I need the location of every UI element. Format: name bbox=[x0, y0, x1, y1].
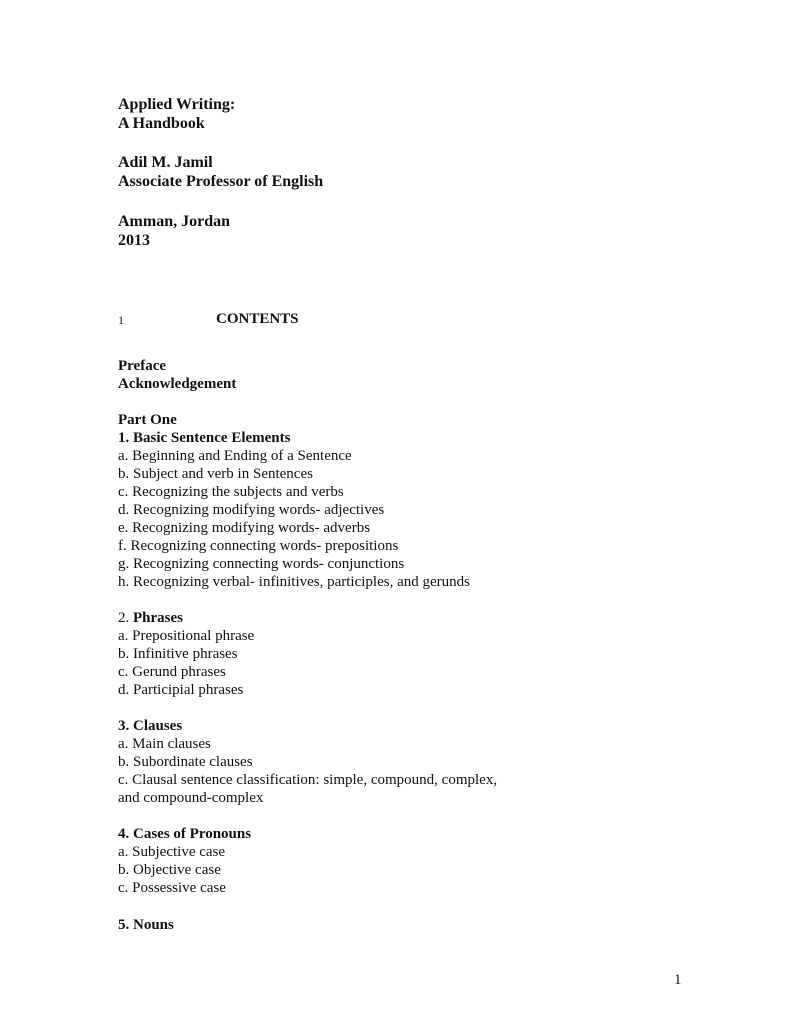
toc-item: b. Infinitive phrases bbox=[118, 646, 238, 662]
toc-preface: Preface bbox=[118, 358, 167, 374]
toc-item: b. Subordinate clauses bbox=[118, 754, 253, 770]
toc-section-2-number: 2. bbox=[118, 610, 130, 626]
contents-marker: 1 bbox=[118, 313, 124, 327]
toc-item: c. Recognizing the subjects and verbs bbox=[118, 484, 344, 500]
publication-year: 2013 bbox=[118, 232, 150, 249]
toc-item: c. Possessive case bbox=[118, 880, 226, 896]
toc-item: c. Clausal sentence classification: simple, compound, complex, bbox=[118, 772, 498, 788]
toc-item: a. Beginning and Ending of a Sentence bbox=[118, 448, 352, 464]
toc-item: b. Subject and verb in Sentences bbox=[118, 466, 313, 482]
toc-item: a. Prepositional phrase bbox=[118, 628, 255, 644]
toc-section-4-title: 4. Cases of Pronouns bbox=[118, 826, 252, 842]
toc-item: a. Main clauses bbox=[118, 736, 211, 752]
toc-item: f. Recognizing connecting words- prepositions bbox=[118, 538, 399, 554]
toc-part-one: Part One bbox=[118, 412, 177, 428]
toc-item: b. Objective case bbox=[118, 862, 221, 878]
toc-section-1-title: 1. Basic Sentence Elements bbox=[118, 430, 291, 446]
author-name: Adil M. Jamil bbox=[118, 154, 213, 171]
title-line-1: Applied Writing: bbox=[118, 96, 236, 113]
toc-section-2-label: Phrases bbox=[133, 610, 183, 626]
toc-section-2-title bbox=[118, 609, 183, 627]
title-line-2: A Handbook bbox=[118, 115, 205, 132]
toc-item: and compound-complex bbox=[118, 790, 264, 806]
toc-section-3-title: 3. Clauses bbox=[118, 718, 183, 734]
toc-item: e. Recognizing modifying words- adverbs bbox=[118, 520, 371, 536]
page-number: 1 bbox=[674, 972, 682, 988]
toc-acknowledgement: Acknowledgement bbox=[118, 376, 237, 392]
contents-heading: CONTENTS bbox=[216, 311, 299, 327]
toc-item: d. Recognizing modifying words- adjectives bbox=[118, 502, 385, 518]
toc-item: a. Subjective case bbox=[118, 844, 226, 860]
publication-place: Amman, Jordan bbox=[118, 213, 231, 230]
toc-item: d. Participial phrases bbox=[118, 682, 244, 698]
author-position: Associate Professor of English bbox=[118, 173, 324, 190]
toc-item: c. Gerund phrases bbox=[118, 664, 226, 680]
toc-item: h. Recognizing verbal- infinitives, participles, and gerunds bbox=[118, 574, 470, 590]
toc-section-5-title: 5. Nouns bbox=[118, 917, 174, 933]
toc-item: g. Recognizing connecting words- conjunctions bbox=[118, 556, 405, 572]
